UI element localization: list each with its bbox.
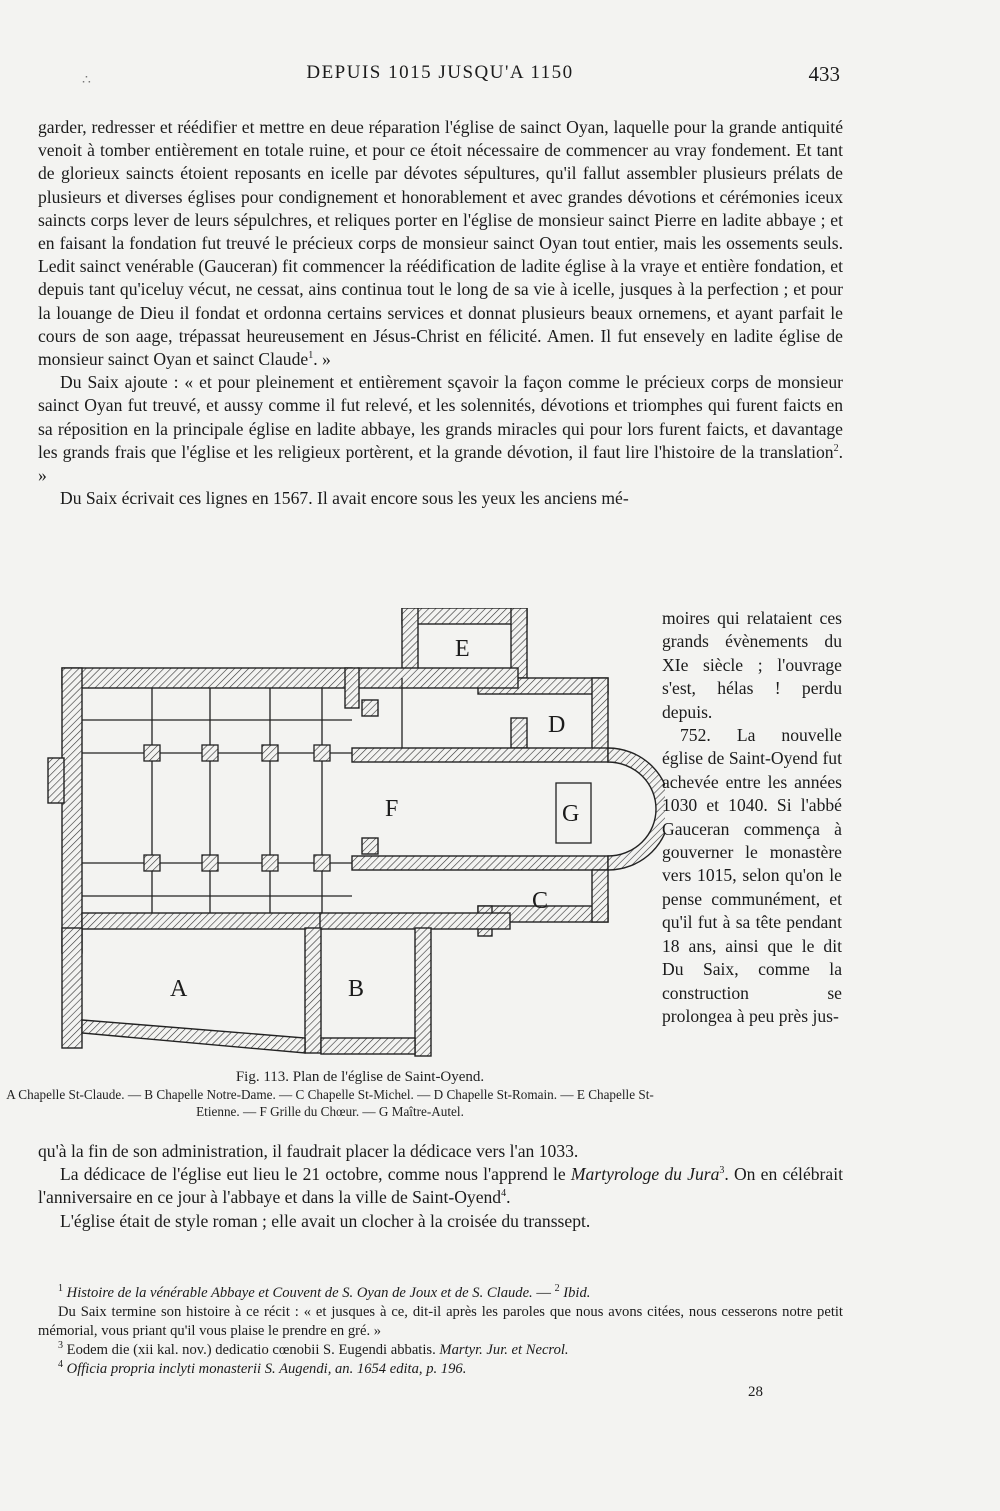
figure-caption-title: Fig. 113. Plan de l'église de Saint-Oyend. <box>235 1069 485 1085</box>
paragraph-quote-continued: garder, redresser et réédifier et mettre en deue réparation l'église de sainct Oyan, laquelle pour la grande antiquité venoit à tomber entièrement en totale ruine, et pour ce étoit nécessaire de commencer au vray fondement. Et tant de glorieux saincts étoient reposants en icelle par dévotes sépultures, qu'il fallut assembler plusieurs prélats de plusieurs et diverses églises pour condignement et honorablement et avec grandes dévotions et cérémonies iceux saincts corps lever de leurs sépulchres, et reliques porter en l'église de monsieur sainct Pierre en ladite abbaye ; et en faisant la fondation fut treuvé le précieux corps de monsieur sainct Oyan tout entier, mais les ossements seuls. Ledit sainct venérable (Gauceran) fit commencer la réédification de ladite église à la vraye et entière fondation, et depuis tant qu'iceluy vécut, ne cessat, ains continua tout le long de sa vie à icelle, jusques à la perfection ; et pour la louange de Dieu il fondat et ordonna certains services et donnat plusieurs beaux ornemens, et ayant parfait le cours de son aage, trépassat heureusement en Jésus-Christ en félicité. Amen. Il fut ensevely en ladite église de monsieur sainct Oyan et sainct Claude$^1$. » <box>38 117 843 370</box>
footnote-3: $^3$ Eodem die (xii kal. nov.) dedicatio cœnobii S. Eugendi abbatis. Martyr. Jur. et Necrol. <box>58 1340 569 1358</box>
footnote-ref-1: 1 <box>308 350 314 362</box>
footnote-ref-2: 2 <box>833 442 839 454</box>
footnote-4: $^4$ Officia propria inclyti monasterii S. Augendi, an. 1654 edita, p. 196. <box>58 1359 467 1377</box>
paragraph-du-saix: Du Saix ajoute : « et pour pleinement et entièrement sçavoir la façon comme le précieux corps de monsieur sainct Oyan fut treuvé, et aussy comme il fut relevé, et les solennités, dévotions et triomphes qui furent faicts en sa réposition en la principale église en ladite abbaye, les grands miracles qui pour lors furent faicts, et davantage les grands frais que l'église et les religieux portèrent, et la grande dévotion, il faut lire l'histoire de la translation$^2$. » <box>38 372 843 486</box>
running-title: DEPUIS 1015 JUSQU'A 1150 <box>306 62 574 83</box>
figure-caption-legend: A Chapelle St-Claude. — B Chapelle Notre-Dame. — C Chapelle St-Michel. — D Chapelle St-Romain. — E Chapelle St-Etienne. — F Grille du Chœur. — G Maître-Autel. <box>6 1087 654 1119</box>
side-paragraph-1: moires qui relataient ces grands évènements du XIe siècle ; l'ouvrage s'est, hélas ! perdu depuis. <box>662 608 842 722</box>
footnote-ref-3: 3 <box>719 1165 725 1177</box>
paragraph-1567: Du Saix écrivait ces lignes en 1567. Il avait encore sous les yeux les anciens mé- <box>60 488 629 509</box>
label-E: E <box>455 636 470 662</box>
page-number: 433 <box>808 62 840 86</box>
side-column-text <box>662 607 842 1028</box>
top-text-block <box>38 116 843 510</box>
paragraph-dedicace: La dédicace de l'église eut lieu le 21 octobre, comme nous l'apprend le Martyrologe du Jura$^3$. On en célébrait l'anniversaire en ce jour à l'abbaye et dans la ville de Saint-Oyend$^4$. <box>38 1164 843 1208</box>
label-C: C <box>532 888 549 914</box>
label-G: G <box>562 801 580 827</box>
side-paragraph-752: 752. La nouvelle église de Saint-Oyend fut achevée entre les années 1030 et 1040. Si l'abbé Gauceran commença à gouverner le monastère vers 1015, selon qu'on le pense communément, et qu'il fut à sa tête pendant 18 ans, ainsi que le dit Du Saix, comme la construction se prolongea à peu près jus- <box>662 725 842 1026</box>
label-D: D <box>548 712 566 738</box>
label-B: B <box>348 976 365 1002</box>
bottom-text-block <box>38 1140 843 1233</box>
printer-mark: ∴ <box>82 73 91 88</box>
church-floor-plan <box>40 608 665 1138</box>
footnote-2-continued: Du Saix termine son histoire à ce récit : « et jusques à ce, dit-il après les paroles que nous avons citées, nous cesserons notre petit mémorial, vous priant qu'il vous plaise le prendre en gré. » <box>38 1304 843 1339</box>
figure-caption <box>0 1069 660 1120</box>
footnote-1: $^1$ Histoire de la vénérable Abbaye et Couvent de S. Oyan de Joux et de S. Claude. — $^2$ Ibid. <box>58 1283 591 1301</box>
footnotes <box>38 1284 843 1379</box>
label-F: F <box>385 796 399 822</box>
paragraph-dedicace-1033: qu'à la fin de son administration, il faudrait placer la dédicace vers l'an 1033. <box>38 1141 579 1161</box>
footnote-ref-4: 4 <box>501 1188 507 1200</box>
paragraph-style-roman: L'église était de style roman ; elle avait un clocher à la croisée du transsept. <box>60 1210 591 1231</box>
floor-plan-svg <box>40 608 665 1068</box>
running-head <box>40 62 840 92</box>
label-A: A <box>170 976 188 1002</box>
signature-mark: 28 <box>748 1384 763 1400</box>
